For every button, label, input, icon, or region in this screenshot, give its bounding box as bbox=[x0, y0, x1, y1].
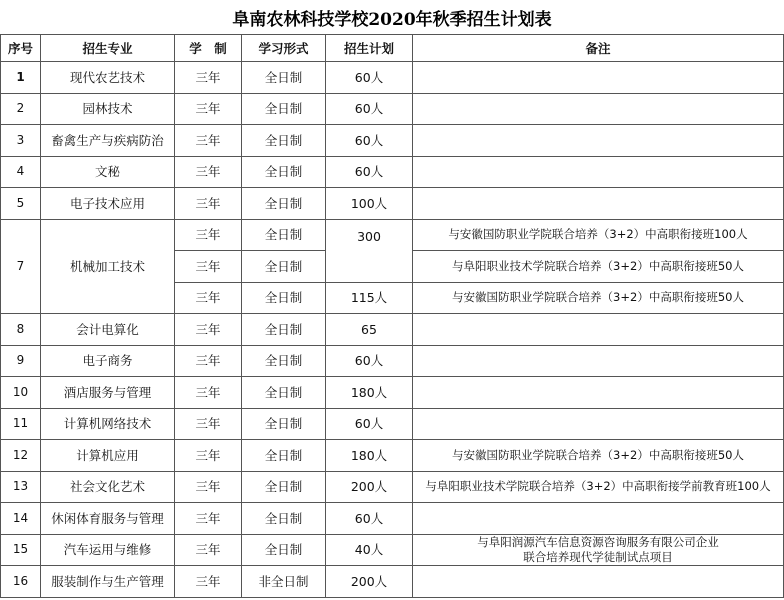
cell-note bbox=[413, 534, 784, 566]
cell-plan: 60人 bbox=[326, 408, 413, 440]
cell-duration: 三年 bbox=[175, 566, 242, 598]
cell-mode: 全日制 bbox=[242, 503, 326, 535]
cell-note: 与安徽国防职业学院联合培养（3+2）中高职衔接班50人 bbox=[413, 440, 784, 472]
cell-duration: 三年 bbox=[175, 156, 242, 188]
cell-mode: 全日制 bbox=[242, 314, 326, 346]
cell-mode: 非全日制 bbox=[242, 566, 326, 598]
cell-index: 2 bbox=[1, 93, 41, 125]
note-line: 与阜阳润源汽车信息资源咨询服务有限公司企业 bbox=[477, 534, 719, 549]
cell-index: 13 bbox=[1, 471, 41, 503]
cell-duration: 三年 bbox=[175, 314, 242, 346]
cell-mode: 全日制 bbox=[242, 534, 326, 566]
cell-plan: 60人 bbox=[326, 345, 413, 377]
cell-note: 与安徽国防职业学院联合培养（3+2）中高职衔接班100人 bbox=[413, 219, 784, 251]
header-index: 序号 bbox=[1, 35, 41, 62]
cell-note bbox=[413, 503, 784, 535]
header-plan: 招生计划 bbox=[326, 35, 413, 62]
cell-index: 10 bbox=[1, 377, 41, 409]
note-line: 联合培养现代学徒制试点项目 bbox=[523, 549, 673, 564]
cell-major: 园林技术 bbox=[41, 93, 175, 125]
table-row bbox=[1, 440, 784, 472]
cell-plan: 200人 bbox=[326, 471, 413, 503]
table-row bbox=[1, 156, 784, 188]
cell-note: 与安徽国防职业学院联合培养（3+2）中高职衔接班50人 bbox=[413, 282, 784, 314]
cell-note bbox=[413, 408, 784, 440]
cell-mode: 全日制 bbox=[242, 219, 326, 251]
table-row bbox=[1, 377, 784, 409]
cell-index: 15 bbox=[1, 534, 41, 566]
table-row bbox=[1, 125, 784, 157]
cell-index: 1 bbox=[1, 62, 41, 94]
cell-note bbox=[413, 93, 784, 125]
cell-duration: 三年 bbox=[175, 440, 242, 472]
cell-duration: 三年 bbox=[175, 62, 242, 94]
cell-duration: 三年 bbox=[175, 251, 242, 283]
table-row bbox=[1, 62, 784, 94]
cell-duration: 三年 bbox=[175, 377, 242, 409]
cell-duration: 三年 bbox=[175, 471, 242, 503]
cell-plan: 60人 bbox=[326, 156, 413, 188]
cell-plan: 200人 bbox=[326, 566, 413, 598]
cell-major: 电子商务 bbox=[41, 345, 175, 377]
cell-duration: 三年 bbox=[175, 503, 242, 535]
cell-plan: 65 bbox=[326, 314, 413, 346]
cell-major: 电子技术应用 bbox=[41, 188, 175, 220]
table-row bbox=[1, 503, 784, 535]
cell-note: 与阜阳职业技术学院联合培养（3+2）中高职衔接班50人 bbox=[413, 251, 784, 283]
cell-note: 与阜阳职业技术学院联合培养（3+2）中高职衔接学前教育班100人 bbox=[413, 471, 784, 503]
cell-major: 社会文化艺术 bbox=[41, 471, 175, 503]
table-row bbox=[1, 408, 784, 440]
cell-mode: 全日制 bbox=[242, 93, 326, 125]
table-header-row bbox=[1, 35, 784, 62]
cell-note bbox=[413, 62, 784, 94]
cell-plan: 60人 bbox=[326, 503, 413, 535]
cell-index: 8 bbox=[1, 314, 41, 346]
table-row bbox=[1, 566, 784, 598]
cell-major: 现代农艺技术 bbox=[41, 62, 175, 94]
cell-major: 休闲体育服务与管理 bbox=[41, 503, 175, 535]
cell-major: 畜禽生产与疾病防治 bbox=[41, 125, 175, 157]
cell-index: 11 bbox=[1, 408, 41, 440]
cell-note bbox=[413, 156, 784, 188]
cell-note bbox=[413, 345, 784, 377]
table-row bbox=[1, 219, 784, 251]
cell-duration: 三年 bbox=[175, 93, 242, 125]
cell-major: 机械加工技术 bbox=[41, 219, 175, 314]
cell-plan: 60人 bbox=[326, 62, 413, 94]
table-row bbox=[1, 534, 784, 566]
cell-index: 4 bbox=[1, 156, 41, 188]
cell-major: 计算机网络技术 bbox=[41, 408, 175, 440]
cell-mode: 全日制 bbox=[242, 251, 326, 283]
header-mode: 学习形式 bbox=[242, 35, 326, 62]
enrollment-plan-table bbox=[0, 34, 784, 598]
header-duration: 学 制 bbox=[175, 35, 242, 62]
cell-major: 会计电算化 bbox=[41, 314, 175, 346]
table-row bbox=[1, 188, 784, 220]
cell-plan: 60人 bbox=[326, 93, 413, 125]
cell-major: 酒店服务与管理 bbox=[41, 377, 175, 409]
cell-major: 计算机应用 bbox=[41, 440, 175, 472]
table-row bbox=[1, 314, 784, 346]
cell-duration: 三年 bbox=[175, 219, 242, 251]
cell-index: 7 bbox=[1, 219, 41, 314]
cell-mode: 全日制 bbox=[242, 440, 326, 472]
cell-mode: 全日制 bbox=[242, 377, 326, 409]
cell-plan: 115人 bbox=[326, 282, 413, 314]
cell-duration: 三年 bbox=[175, 345, 242, 377]
cell-note bbox=[413, 125, 784, 157]
cell-duration: 三年 bbox=[175, 282, 242, 314]
cell-plan: 40人 bbox=[326, 534, 413, 566]
table-row bbox=[1, 471, 784, 503]
cell-duration: 三年 bbox=[175, 534, 242, 566]
cell-mode: 全日制 bbox=[242, 62, 326, 94]
cell-note bbox=[413, 188, 784, 220]
header-note: 备注 bbox=[413, 35, 784, 62]
cell-index: 3 bbox=[1, 125, 41, 157]
cell-mode: 全日制 bbox=[242, 345, 326, 377]
cell-plan: 60人 bbox=[326, 125, 413, 157]
cell-duration: 三年 bbox=[175, 408, 242, 440]
cell-plan: 180人 bbox=[326, 377, 413, 409]
cell-index: 5 bbox=[1, 188, 41, 220]
cell-mode: 全日制 bbox=[242, 125, 326, 157]
cell-major: 服装制作与生产管理 bbox=[41, 566, 175, 598]
cell-index: 14 bbox=[1, 503, 41, 535]
cell-major: 汽车运用与维修 bbox=[41, 534, 175, 566]
cell-duration: 三年 bbox=[175, 125, 242, 157]
header-major: 招生专业 bbox=[41, 35, 175, 62]
cell-note bbox=[413, 314, 784, 346]
cell-index: 16 bbox=[1, 566, 41, 598]
cell-index: 9 bbox=[1, 345, 41, 377]
cell-plan: 300 bbox=[326, 219, 413, 282]
cell-note bbox=[413, 377, 784, 409]
cell-plan: 100人 bbox=[326, 188, 413, 220]
cell-mode: 全日制 bbox=[242, 471, 326, 503]
cell-major: 文秘 bbox=[41, 156, 175, 188]
cell-mode: 全日制 bbox=[242, 156, 326, 188]
cell-plan: 180人 bbox=[326, 440, 413, 472]
cell-mode: 全日制 bbox=[242, 408, 326, 440]
cell-mode: 全日制 bbox=[242, 188, 326, 220]
cell-index: 12 bbox=[1, 440, 41, 472]
table-row bbox=[1, 345, 784, 377]
cell-duration: 三年 bbox=[175, 188, 242, 220]
cell-note bbox=[413, 566, 784, 598]
table-row bbox=[1, 93, 784, 125]
page-title: 阜南农林科技学校2020年秋季招生计划表 bbox=[232, 9, 552, 30]
cell-mode: 全日制 bbox=[242, 282, 326, 314]
